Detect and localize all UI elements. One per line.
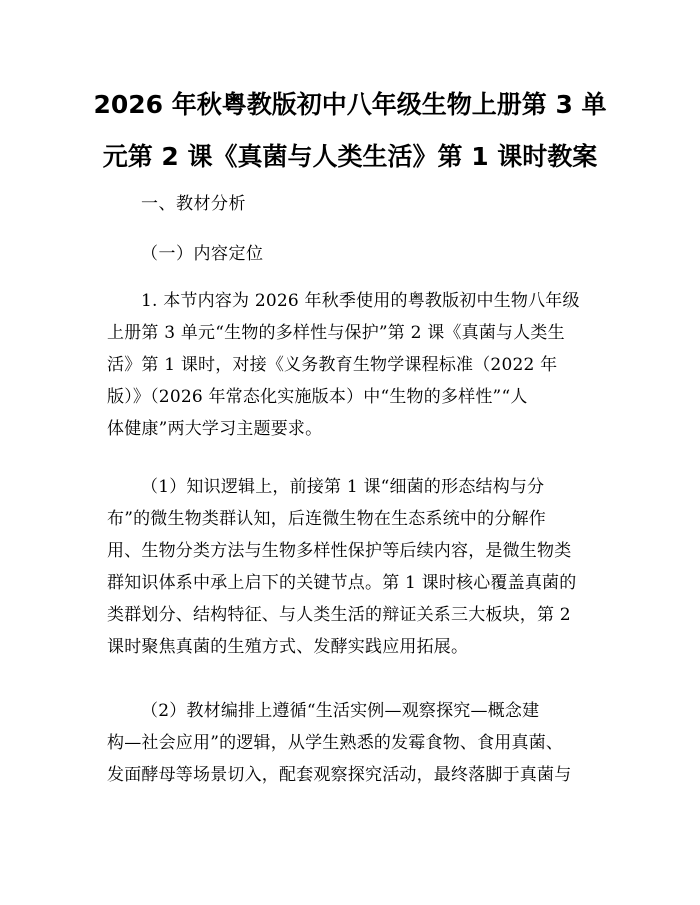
paragraph-2-line-6: 课时聚焦真菌的生殖方式、发酵实践应用拓展。 bbox=[107, 637, 469, 657]
paragraph-3-line-1: （2）教材编排上遵循“生活实例—观察探究—概念建 bbox=[141, 701, 540, 721]
paragraph-2-line-1: （1）知识逻辑上，前接第 1 课“细菌的形态结构与分 bbox=[141, 477, 545, 497]
paragraph-1-line-5: 体健康”两大学习主题要求。 bbox=[107, 419, 323, 439]
paragraph-1-line-4: 版）》（2026 年常态化实施版本）中“生物的多样性”“人 bbox=[107, 387, 528, 407]
paragraph-1-line-3: 活》第 1 课时，对接《义务教育生物学课程标准（2022 年 bbox=[107, 355, 558, 375]
paragraph-2-line-4: 群知识体系中承上启下的关键节点。第 1 课时核心覆盖真菌的 bbox=[107, 573, 577, 593]
paragraph-2-line-3: 用、生物分类方法与生物多样性保护等后续内容，是微生物类 bbox=[107, 541, 572, 561]
document-title-line-2: 元第 2 课《真菌与人类生活》第 1 课时教案 bbox=[102, 142, 598, 171]
paragraph-2-line-5: 类群划分、结构特征、与人类生活的辩证关系三大板块，第 2 bbox=[107, 605, 571, 625]
paragraph-1-line-1: 1. 本节内容为 2026 年秋季使用的粤教版初中生物八年级 bbox=[141, 291, 580, 311]
paragraph-1-line-2: 上册第 3 单元“生物的多样性与保护”第 2 课《真菌与人类生 bbox=[107, 323, 565, 343]
document-title-line-1: 2026 年秋粤教版初中八年级生物上册第 3 单 bbox=[93, 90, 607, 119]
paragraph-3-line-2: 构—社会应用”的逻辑，从学生熟悉的发霉食物、食用真菌、 bbox=[107, 733, 564, 753]
subsection-heading: （一）内容定位 bbox=[141, 244, 264, 264]
paragraph-2-line-2: 布”的微生物类群认知，后连微生物在生态系统中的分解作 bbox=[107, 509, 546, 529]
paragraph-3-line-3: 发面酵母等场景切入，配套观察探究活动，最终落脚于真菌与 bbox=[107, 765, 572, 785]
section-heading: 一、教材分析 bbox=[141, 194, 246, 214]
